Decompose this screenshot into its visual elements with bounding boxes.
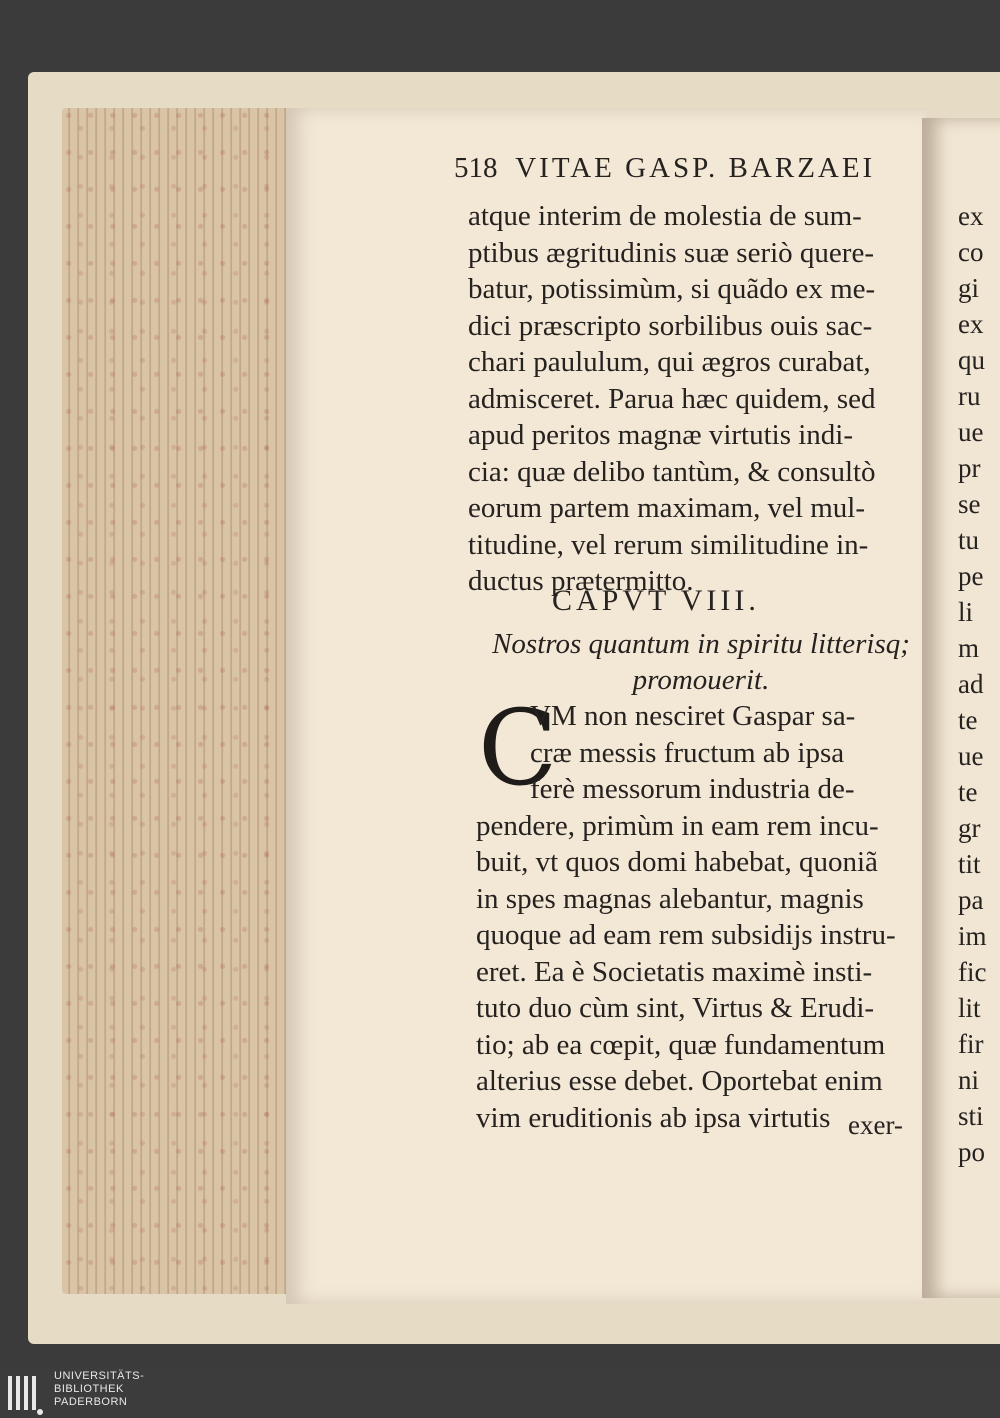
text-fragment: tu xyxy=(958,525,980,555)
text-fragment: ue xyxy=(958,741,984,771)
page-edges xyxy=(62,108,290,1294)
text-fragment: ni xyxy=(958,1065,980,1095)
text-line: dici præscripto sorbilibus ouis sac- xyxy=(468,309,873,342)
logo-line: PADERBORN xyxy=(54,1396,128,1408)
text-fragment: te xyxy=(958,777,978,807)
text-fragment: m xyxy=(958,633,980,663)
paragraph-text xyxy=(476,698,896,1136)
text-line: pendere, primùm in eam rem incu- xyxy=(476,809,879,842)
text-line: admisceret. Parua hæc quidem, sed xyxy=(468,382,876,415)
text-fragment: im xyxy=(958,921,987,951)
text-fragment: li xyxy=(958,597,974,627)
text-fragment: co xyxy=(958,237,984,267)
footer-bar xyxy=(0,1366,1000,1418)
facing-page-text xyxy=(958,198,987,1170)
subtitle-line: promouerit. xyxy=(632,664,770,696)
text-fragment: ex xyxy=(958,201,984,231)
subtitle-line: Nostros quantum in spiritu litterisq; xyxy=(492,628,910,660)
text-line: apud peritos magnæ virtutis indi- xyxy=(468,419,854,451)
logo-line: UNIVERSITÄTS- xyxy=(54,1370,145,1382)
text-fragment: fic xyxy=(958,957,987,987)
text-fragment: lit xyxy=(958,993,981,1023)
text-line: quoque ad eam rem subsidijs instru- xyxy=(476,919,896,951)
text-line: tuto duo cùm sint, Virtus & Erudi- xyxy=(476,992,875,1024)
text-line: cræ messis fructum ab ipsa xyxy=(530,736,845,769)
library-logo-icon xyxy=(6,1372,46,1416)
drop-cap: C xyxy=(478,687,558,809)
text-fragment: pe xyxy=(958,561,984,591)
library-logo-text xyxy=(54,1370,144,1409)
text-line: eret. Ea è Societatis maximè insti- xyxy=(476,955,873,988)
text-fragment: fir xyxy=(958,1029,984,1059)
text-fragment: se xyxy=(958,489,981,519)
page-number: 518 xyxy=(454,152,498,184)
text-fragment: tit xyxy=(958,849,981,879)
text-fragment: ru xyxy=(958,381,981,411)
text-line: atque interim de molestia de sum- xyxy=(468,200,862,232)
text-fragment: ue xyxy=(958,417,984,447)
text-line: VM non nesciret Gaspar sa- xyxy=(530,700,856,732)
running-head xyxy=(454,152,875,185)
text-line: tio; ab ea cœpit, quæ fundamentum xyxy=(476,1028,886,1061)
text-line: ptibus ægritudinis suæ seriò quere- xyxy=(468,236,874,269)
text-line: vim eruditionis ab ipsa virtutis xyxy=(476,1101,831,1134)
text-fragment: pr xyxy=(958,453,981,483)
text-fragment: pa xyxy=(958,885,984,915)
text-fragment: ad xyxy=(958,669,984,699)
text-line: batur, potissimùm, si quãdo ex me- xyxy=(468,273,876,305)
text-line: titudine, vel rerum similitudine in- xyxy=(468,528,869,561)
text-line: chari paululum, qui ægros curabat, xyxy=(468,346,871,378)
text-line: cia: quæ delibo tantùm, & consultò xyxy=(468,455,876,488)
text-line: ferè messorum industria de- xyxy=(530,773,855,805)
running-title: VITAE GASP. BARZAEI xyxy=(515,152,876,184)
text-fragment: ex xyxy=(958,309,984,339)
text-fragment: gr xyxy=(958,813,981,843)
text-fragment: sti xyxy=(958,1101,984,1131)
text-fragment: qu xyxy=(958,345,985,375)
body-text xyxy=(468,198,876,600)
text-line: ductus prætermitto. xyxy=(468,565,694,597)
text-line: eorum partem maximam, vel mul- xyxy=(468,492,866,524)
logo-line: BIBLIOTHEK xyxy=(54,1383,124,1395)
text-line: alterius esse debet. Oportebat enim xyxy=(476,1065,883,1097)
text-fragment: gi xyxy=(958,273,980,303)
text-line: buit, vt quos domi habebat, quoniã xyxy=(476,846,878,878)
text-fragment: po xyxy=(958,1137,985,1167)
catchword: exer- xyxy=(848,1110,903,1140)
text-line: in spes magnas alebantur, magnis xyxy=(476,882,864,915)
text-fragment: te xyxy=(958,705,978,735)
chapter-heading: CAPVT VIII. xyxy=(552,584,760,617)
